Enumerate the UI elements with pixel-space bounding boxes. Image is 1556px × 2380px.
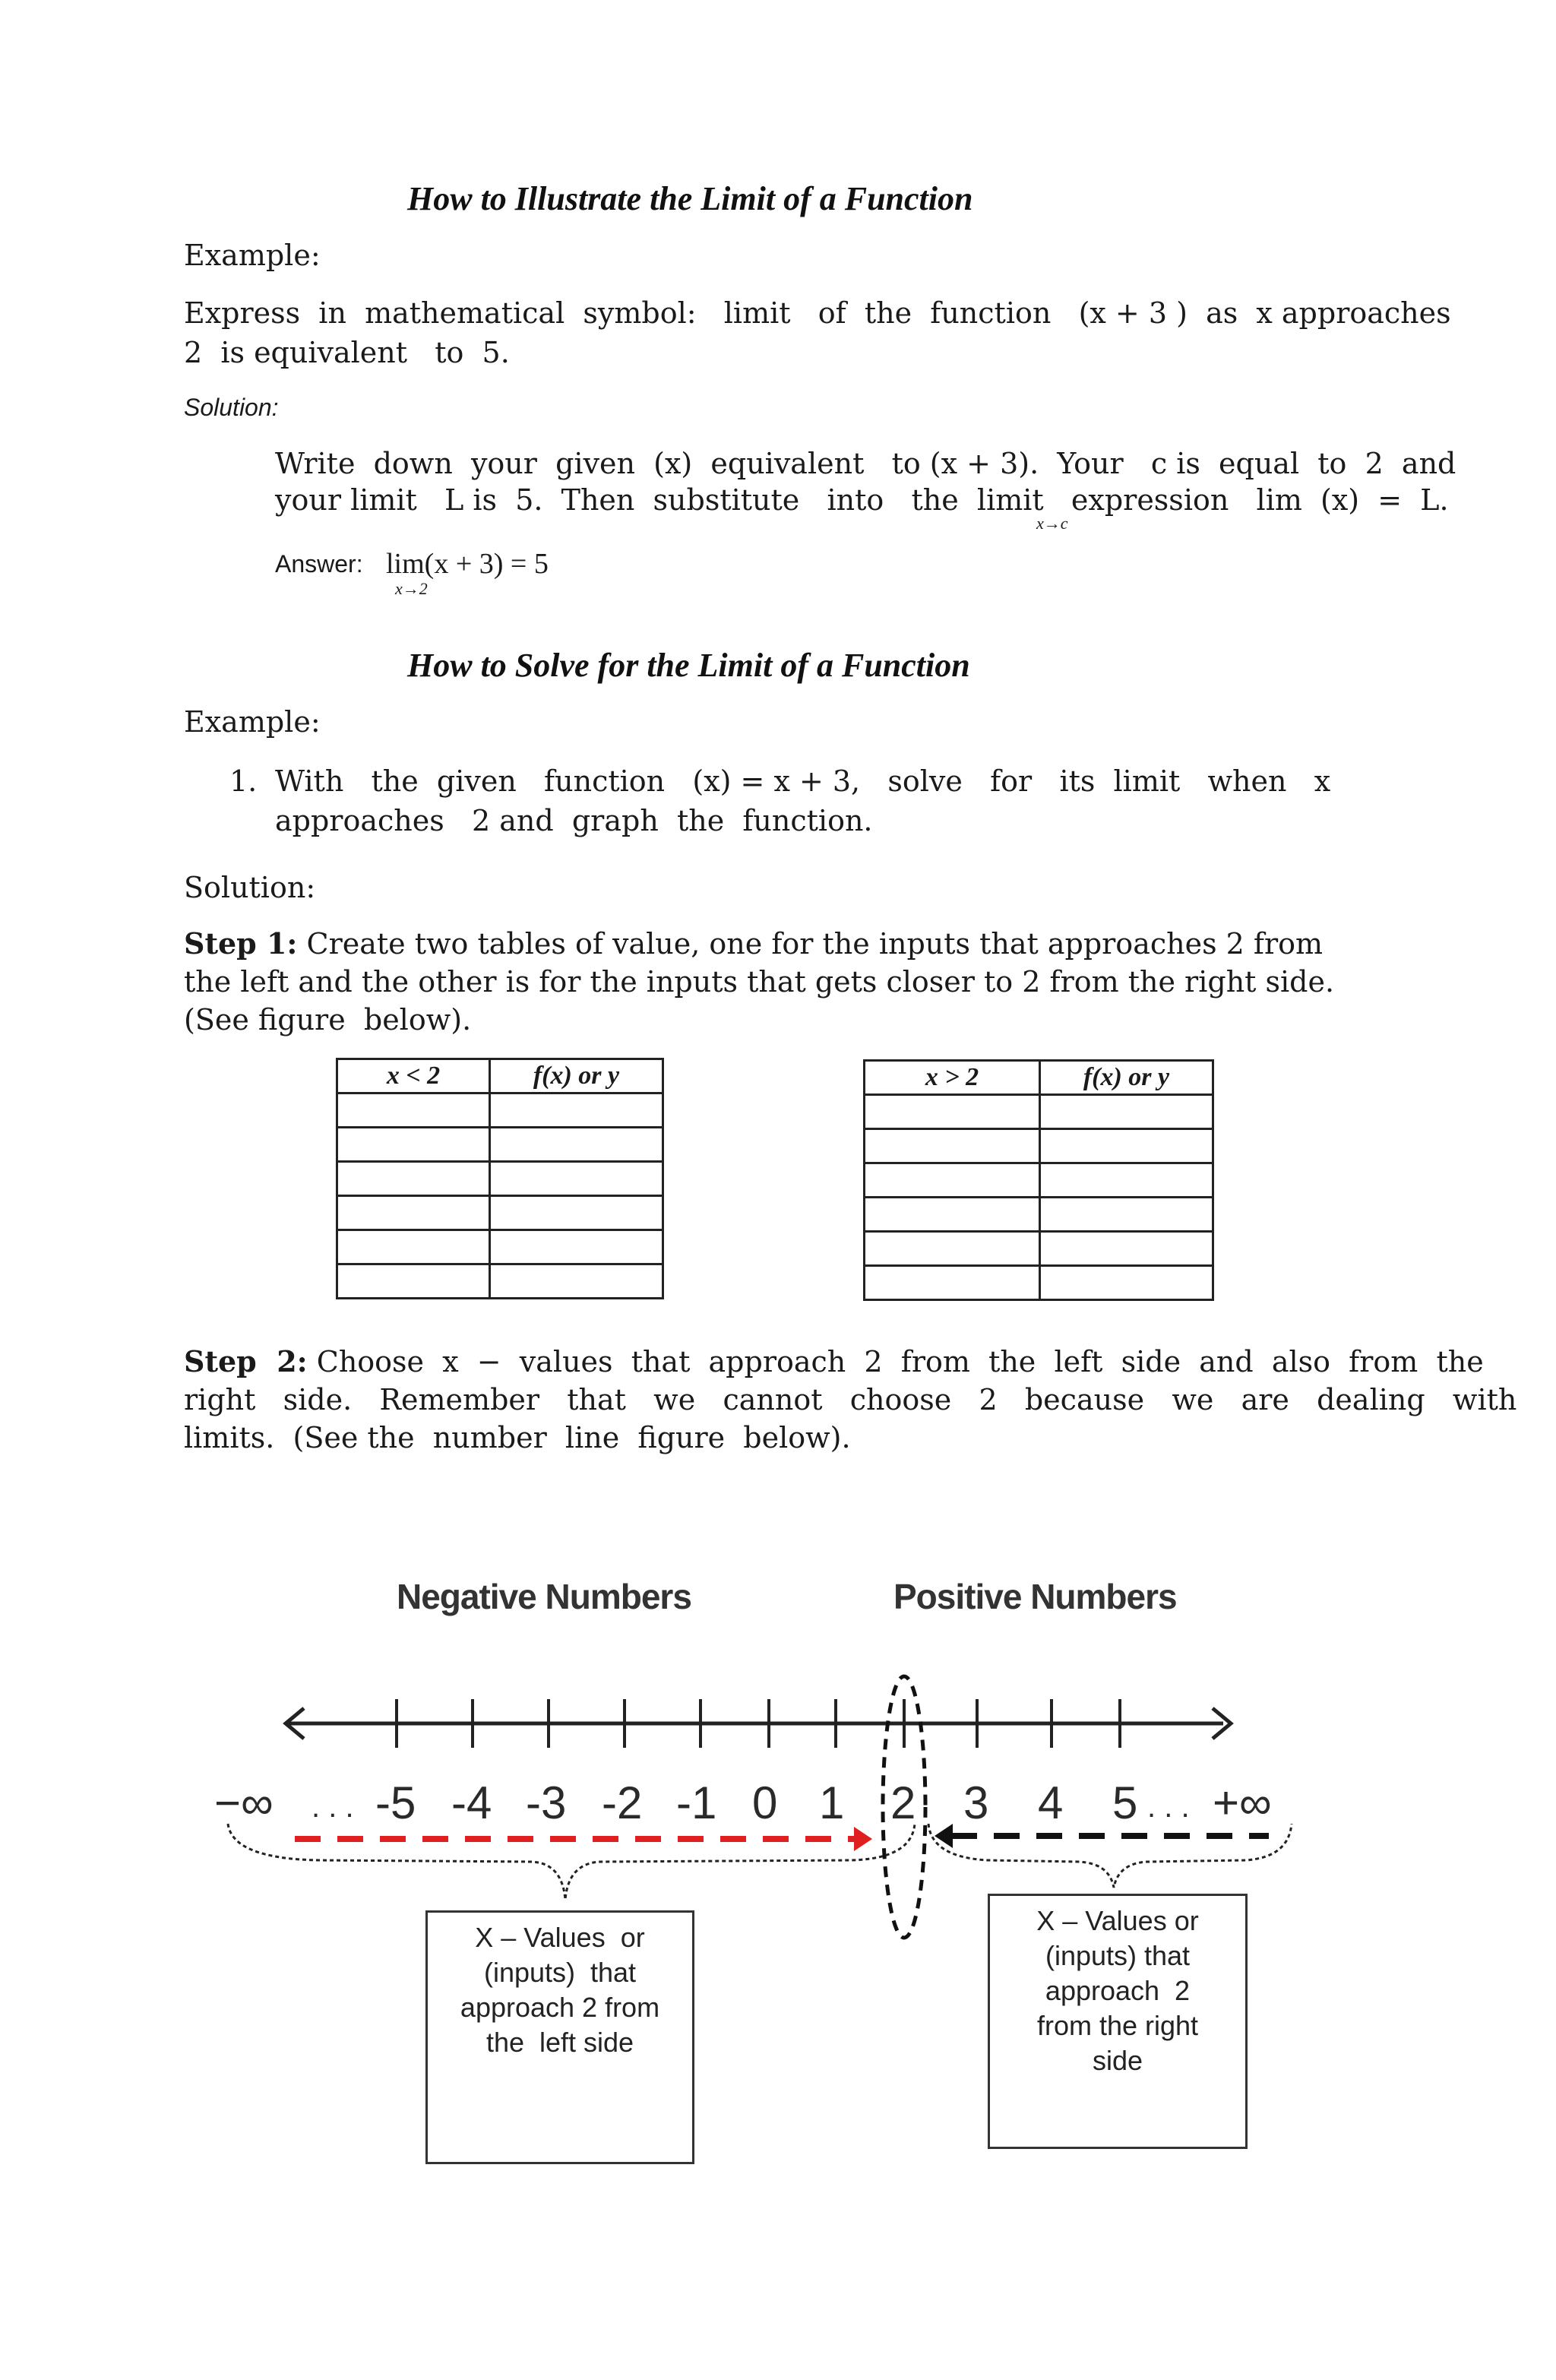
answer-subscript: x→2 xyxy=(395,579,428,598)
problem-line-2: 2 is equivalent to 5. xyxy=(184,336,510,369)
left-box-line: the left side xyxy=(485,2027,634,2058)
tick-label-neg-infinity: −∞ xyxy=(214,1777,274,1828)
table-left-header-fx: f(x) or y xyxy=(490,1059,663,1093)
left-box-line: X – Values or xyxy=(475,1922,645,1953)
right-box-line: side xyxy=(1092,2045,1143,2076)
step1-line-2: the left and the other is for the inputs that gets closer to 2 from the right side. xyxy=(184,965,1335,999)
left-box-line: approach 2 from xyxy=(460,1992,660,2023)
table-row xyxy=(865,1266,1213,1300)
right-values-box xyxy=(988,1894,1248,2149)
table-row xyxy=(337,1196,663,1230)
tick-label-neg4: -4 xyxy=(451,1777,492,1828)
right-brace xyxy=(928,1824,1292,1888)
table-right-header-x: x > 2 xyxy=(865,1061,1040,1095)
table-row xyxy=(337,1162,663,1196)
tick-label-1: 1 xyxy=(819,1777,845,1828)
solution-line-1: Write down your given (x) equivalent to (x + 3). Your c is equal to 2 and xyxy=(275,447,1456,480)
right-box-line: approach 2 xyxy=(1045,1975,1191,2006)
step1-line-3: (See figure below). xyxy=(184,1003,472,1037)
right-box-line: from the right xyxy=(1036,2010,1199,2041)
table-row xyxy=(865,1198,1213,1232)
left-box-line: (inputs) that xyxy=(483,1957,637,1988)
item-number: 1. xyxy=(229,764,258,798)
table-row xyxy=(337,1093,663,1128)
solution-line-2: your limit L is 5. Then substitute into the limit expression lim (x) = L. xyxy=(275,483,1449,517)
step2-line-1 xyxy=(184,1342,1484,1381)
tick-label-neg3: -3 xyxy=(526,1777,567,1828)
table-left-header-x: x < 2 xyxy=(337,1059,490,1093)
table-left xyxy=(336,1058,664,1299)
right-box-line: (inputs) that xyxy=(1045,1940,1191,1971)
tick-label-4: 4 xyxy=(1038,1777,1064,1828)
item-line-2: approaches 2 and graph the function. xyxy=(275,804,873,837)
tick-label-3: 3 xyxy=(963,1777,989,1828)
positive-numbers-label: Positive Numbers xyxy=(893,1577,1177,1616)
step1-text: Create two tables of value, one for the inputs that approaches 2 from xyxy=(297,927,1324,961)
right-box-line: X – Values or xyxy=(1036,1905,1199,1936)
tick-label-pos-infinity: +∞ xyxy=(1213,1777,1272,1828)
step1-line-1 xyxy=(184,924,1323,964)
step2-line-3: limits. (See the number line figure below). xyxy=(184,1421,851,1454)
step2-label: Step 2: xyxy=(184,1344,308,1378)
table-row xyxy=(865,1129,1213,1163)
left-brace xyxy=(228,1824,915,1900)
item-line-1: With the given function (x) = x + 3, solve for its limit when x xyxy=(275,764,1331,798)
table-row xyxy=(337,1128,663,1162)
tick-label-5: 5 xyxy=(1112,1777,1138,1828)
step2-text: Choose x − values that approach 2 from the left side and also from the xyxy=(307,1345,1484,1378)
tick-label-0: 0 xyxy=(752,1777,778,1828)
example-label-1: Example: xyxy=(184,239,321,272)
tick-label-neg1: -1 xyxy=(676,1777,717,1828)
problem-line-1: Express in mathematical symbol: limit of the function (x + 3 ) as x approaches xyxy=(184,296,1451,330)
table-row xyxy=(337,1264,663,1299)
tick-label-ellipsis-right: . . . xyxy=(1147,1790,1190,1824)
table-row xyxy=(865,1163,1213,1198)
solution-label-2: Solution: xyxy=(184,871,316,904)
solution-lim-subscript: x→c xyxy=(1036,514,1068,533)
table-right-header-fx: f(x) or y xyxy=(1040,1061,1213,1095)
table-row xyxy=(337,1230,663,1264)
table-right xyxy=(863,1059,1214,1301)
section1-title: How to Illustrate the Limit of a Function xyxy=(407,180,973,217)
tick-label-ellipsis-left: . . . xyxy=(312,1790,354,1824)
tick-label-2: 2 xyxy=(890,1777,916,1828)
answer-label: Answer: xyxy=(275,550,363,578)
left-approach-arrowhead xyxy=(854,1827,872,1851)
table-row xyxy=(865,1095,1213,1129)
answer-expression: lim(x + 3) = 5 xyxy=(386,548,549,580)
table-row xyxy=(865,1232,1213,1266)
step1-label: Step 1: xyxy=(184,926,298,961)
tick-label-neg2: -2 xyxy=(602,1777,643,1828)
negative-numbers-label: Negative Numbers xyxy=(397,1577,691,1616)
example-label-2: Example: xyxy=(184,705,321,739)
left-values-box xyxy=(425,1910,694,2164)
tick-label-neg5: -5 xyxy=(375,1777,416,1828)
section2-title: How to Solve for the Limit of a Function xyxy=(407,647,970,684)
step2-line-2: right side. Remember that we cannot choose 2 because we are dealing with xyxy=(184,1383,1517,1416)
solution-label-1: Solution: xyxy=(184,394,279,421)
